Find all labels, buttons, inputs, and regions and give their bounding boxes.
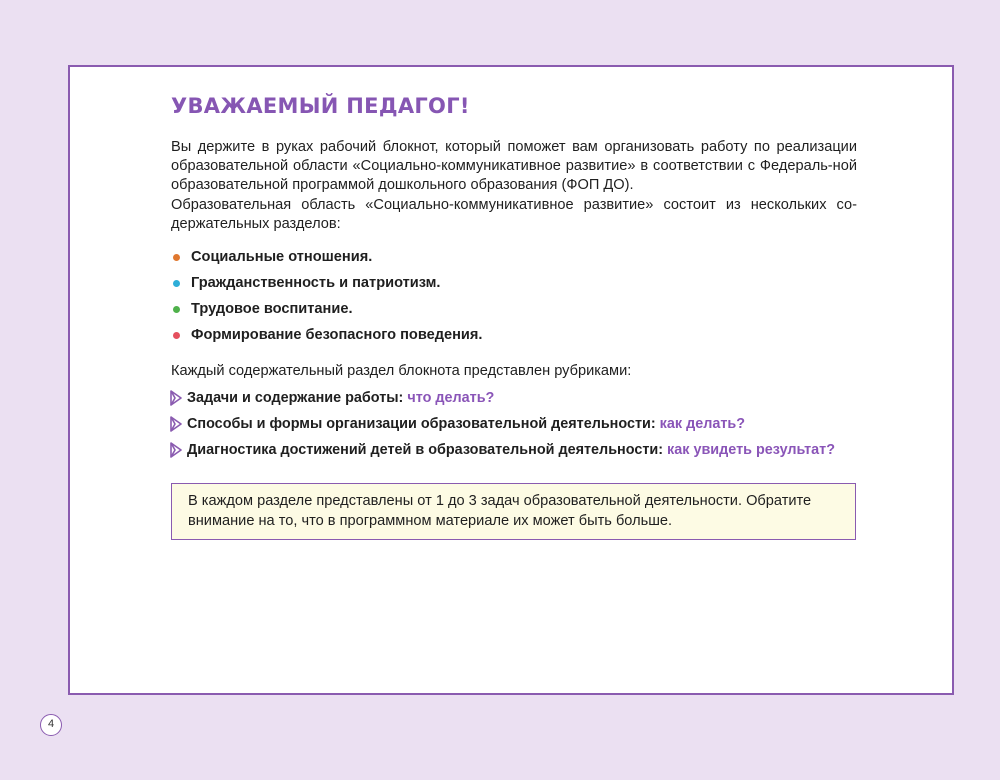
- list-item-rubric-methods: [171, 411, 857, 437]
- note-box: В каждом разделе представлены от 1 до 3 задач образовательной деятельности. Обратите внимание на то, что в программном материале их может быть больше.: [171, 483, 856, 540]
- list-item-social-relations: [171, 244, 857, 270]
- list-item-rubric-tasks: [171, 385, 857, 411]
- bullet-dot-icon: [173, 306, 180, 313]
- bullet-dot-icon: [173, 280, 180, 287]
- arrow-right-icon: [169, 416, 183, 432]
- arrow-right-icon: [169, 442, 183, 458]
- rubric-accent: как увидеть результат?: [667, 442, 835, 459]
- intro-paragraph-1: Вы держите в руках рабочий блокнот, который поможет вам организовать работу по реализации образовательной области «Социально-коммуникативное развитие» в соответствии с Федераль-ной образовательной программой дошкольного образования (ФОП ДО).: [171, 139, 857, 194]
- intro-paragraph-2: Образовательная область «Социально-коммуникативное развитие» состоит из нескольких со-держательных разделов:: [171, 196, 857, 232]
- arrow-right-icon: [169, 390, 183, 406]
- list-item-citizenship: [171, 270, 857, 296]
- rubric-label: Задачи и содержание работы:: [187, 390, 404, 407]
- rubrics-intro: Каждый содержательный раздел блокнота представлен рубриками:: [171, 363, 632, 380]
- rubric-label: Способы и формы организации образовательной деятельности:: [187, 416, 656, 433]
- section-label: Социальные отношения.: [191, 249, 373, 266]
- section-label: Формирование безопасного поведения.: [191, 327, 483, 344]
- sections-list: [171, 244, 857, 348]
- section-label: Гражданственность и патриотизм.: [191, 275, 441, 292]
- page-number: 4: [40, 714, 62, 736]
- list-item-rubric-diagnostics: [171, 437, 857, 463]
- bullet-dot-icon: [173, 254, 180, 261]
- rubrics-list: [171, 385, 857, 463]
- list-item-labor-education: [171, 296, 857, 322]
- section-label: Трудовое воспитание.: [191, 301, 353, 318]
- page-title: УВАЖАЕМЫЙ ПЕДАГОГ!: [171, 94, 470, 118]
- page-content: [171, 93, 857, 463]
- rubric-accent: как делать?: [659, 416, 746, 433]
- intro-text: [171, 138, 857, 234]
- bullet-dot-icon: [173, 332, 180, 339]
- rubric-accent: что делать?: [407, 390, 495, 407]
- rubric-label: Диагностика достижений детей в образовательной деятельности:: [187, 442, 664, 459]
- list-item-safe-behavior: [171, 322, 857, 348]
- page-frame: [68, 65, 954, 695]
